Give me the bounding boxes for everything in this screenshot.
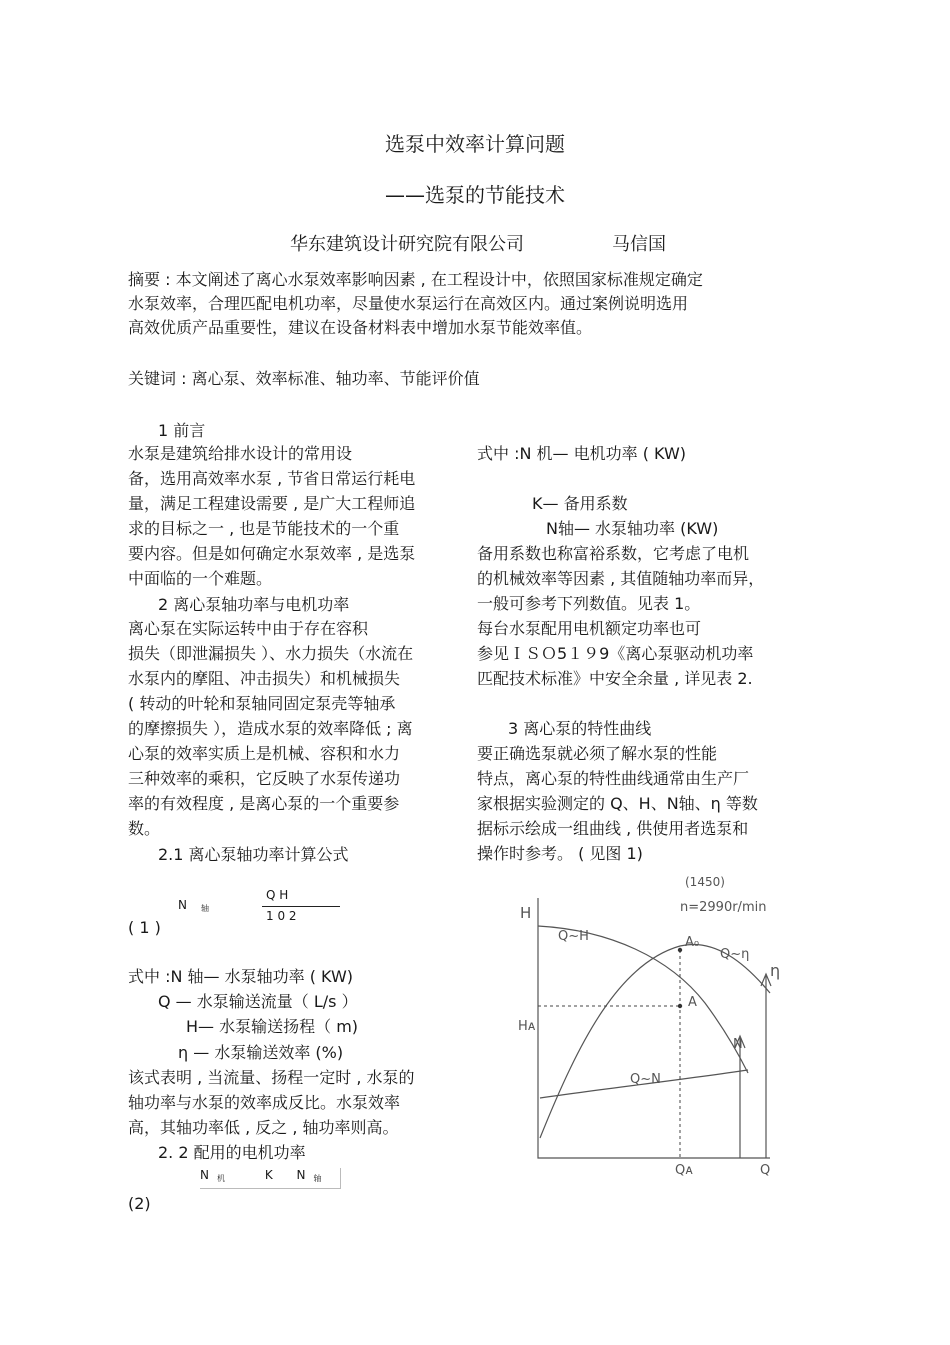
left-p3-line: 高，其轴功率低 , 反之 , 轴功率则高。 bbox=[128, 1118, 399, 1137]
formula-1-number: ( 1 ) bbox=[128, 918, 161, 937]
q-h-label: Q~H bbox=[558, 929, 589, 944]
left-p1-line: 求的目标之一 , 也是节能技术的一个重 bbox=[128, 519, 400, 538]
point-a0 bbox=[678, 948, 682, 952]
abstract-line: 摘要 : 本文阐述了离心水泵效率影响因素 , 在工程设计中，依照国家标准规定确定 bbox=[128, 270, 703, 289]
left-p2-line: 水泵内的摩阻、冲击损失）和机械损失 bbox=[128, 669, 401, 688]
point-a bbox=[678, 1004, 682, 1008]
page-subtitle: ——选泵的节能技术 bbox=[385, 183, 565, 207]
formula-1-denominator: 1 0 2 bbox=[266, 909, 297, 923]
formula-2: N $_机$ K N $_轴$ bbox=[200, 1168, 341, 1189]
left-p1-line: 备，选用高效率水泵 , 节省日常运行耗电 bbox=[128, 469, 416, 488]
section-3-heading: 3 离心泵的特性曲线 bbox=[508, 719, 652, 738]
eta-label: η bbox=[770, 961, 781, 980]
left-p1-line: 要内容。但是如何确定水泵效率 , 是选泵 bbox=[128, 544, 416, 563]
n-label: N bbox=[733, 1037, 743, 1052]
right-p1-line: 每台水泵配用电机额定功率也可 bbox=[477, 619, 702, 638]
abstract-line: 高效优质产品重要性，建议在设备材料表中增加水泵节能效率值。 bbox=[128, 318, 593, 337]
right-p2-line: 据标示绘成一组曲线 , 供使用者选泵和 bbox=[477, 819, 749, 838]
section-2-1-heading: 2.1 离心泵轴功率计算公式 bbox=[158, 845, 349, 864]
left-p2-line: 损失（即泄漏损失 ）、水力损失（水流在 bbox=[128, 644, 414, 663]
keywords: 关键词 : 离心泵、效率标准、轴功率、节能评价值 bbox=[128, 369, 480, 388]
n-axis-arrow bbox=[735, 1036, 745, 1158]
right-definition-line: 式中 :N 机— 电机功率 ( KW) bbox=[477, 444, 687, 463]
left-p3-line: 轴功率与水泵的效率成反比。水泵效率 bbox=[128, 1093, 401, 1112]
qa-label: Qᴀ bbox=[675, 1163, 693, 1178]
formula-2-number: (2) bbox=[128, 1194, 151, 1213]
author: 马信国 bbox=[612, 234, 666, 255]
right-p2-line: 家根据实验测定的 Q、H、N轴、η 等数 bbox=[477, 794, 758, 813]
right-p2-line: 操作时参考。 ( 见图 1) bbox=[477, 844, 643, 863]
left-p2-line: ( 转动的叶轮和泵轴同固定泵壳等轴承 bbox=[128, 694, 396, 713]
definition-line: H— 水泵输送扬程（ m) bbox=[186, 1017, 359, 1036]
left-p1-line: 水泵是建筑给排水设计的常用设 bbox=[128, 444, 353, 463]
pump-curve-figure bbox=[500, 868, 800, 1188]
left-p3-line: 该式表明 , 当流量、扬程一定时 , 水泵的 bbox=[128, 1068, 415, 1087]
definition-line: 式中 :N 轴— 水泵轴功率 ( KW) bbox=[128, 967, 354, 986]
speed-top-label: (1450) bbox=[685, 875, 725, 889]
q-h-curve bbox=[538, 926, 748, 1073]
left-p2-line: 率的有效程度 , 是离心泵的一个重要参 bbox=[128, 794, 400, 813]
ha-label: Hᴀ bbox=[518, 1019, 536, 1034]
right-definition-line: N轴— 水泵轴功率 (KW) bbox=[546, 519, 719, 538]
right-p1-line: 备用系数也称富裕系数，它考虑了电机 bbox=[477, 544, 750, 563]
right-definition-line: K— 备用系数 bbox=[532, 494, 628, 513]
left-p2-line: 离心泵在实际运转中由于存在容积 bbox=[128, 619, 369, 638]
affiliation: 华东建筑设计研究院有限公司 bbox=[290, 234, 524, 255]
right-p2-line: 特点，离心泵的特性曲线通常由生产厂 bbox=[477, 769, 750, 788]
definition-line: Q — 水泵输送流量（ L/s ） bbox=[158, 992, 358, 1011]
left-p2-line: 数。 bbox=[128, 819, 161, 838]
formula-1-fraction bbox=[262, 888, 340, 924]
a-label: A bbox=[688, 995, 697, 1010]
page-title: 选泵中效率计算问题 bbox=[385, 132, 565, 156]
definition-line: η — 水泵输送效率 (%) bbox=[178, 1043, 344, 1062]
right-p1-line: 一般可参考下列数值。见表 1。 bbox=[477, 594, 701, 613]
a0-label: A₀ bbox=[685, 935, 700, 950]
section-1-heading: 1 前言 bbox=[158, 421, 206, 440]
eta-axis-arrow bbox=[761, 974, 771, 1158]
q-eta-label: Q~η bbox=[720, 947, 750, 962]
right-p1-line: 参见ＩＳＯ5１９9《离心泵驱动机功率 bbox=[477, 644, 754, 663]
left-p2-line: 三种效率的乘积，它反映了水泵传递功 bbox=[128, 769, 401, 788]
section-2-heading: 2 离心泵轴功率与电机功率 bbox=[158, 595, 350, 614]
axis-q-label: Q bbox=[760, 1163, 771, 1178]
left-p1-line: 中面临的一个难题。 bbox=[128, 569, 273, 588]
axis-h-label: H bbox=[520, 904, 532, 922]
left-p1-line: 量，满足工程建设需要 , 是广大工程师追 bbox=[128, 494, 416, 513]
abstract-line: 水泵效率，合理匹配电机功率，尽量使水泵运行在高效区内。通过案例说明选用 bbox=[128, 294, 689, 313]
right-p1-line: 的机械效率等因素 , 其值随轴功率而异， bbox=[477, 569, 765, 588]
formula-1-lhs: N $_轴$ bbox=[178, 898, 209, 913]
left-p2-line: 心泵的效率实质上是机械、容积和水力 bbox=[128, 744, 401, 763]
fraction-bar bbox=[262, 906, 340, 907]
speed-label: n=2990r/min bbox=[680, 900, 767, 915]
q-n-label: Q~N bbox=[630, 1072, 661, 1087]
formula-1-numerator: Q H bbox=[266, 888, 289, 902]
section-2-2-heading: 2. 2 配用的电机功率 bbox=[158, 1143, 306, 1162]
left-p2-line: 的摩擦损失 ），造成水泵的效率降低 ; 离 bbox=[128, 719, 413, 738]
right-p1-line: 匹配技术标准》中安全余量 , 详见表 2. bbox=[477, 669, 753, 688]
right-p2-line: 要正确选泵就必须了解水泵的性能 bbox=[477, 744, 718, 763]
